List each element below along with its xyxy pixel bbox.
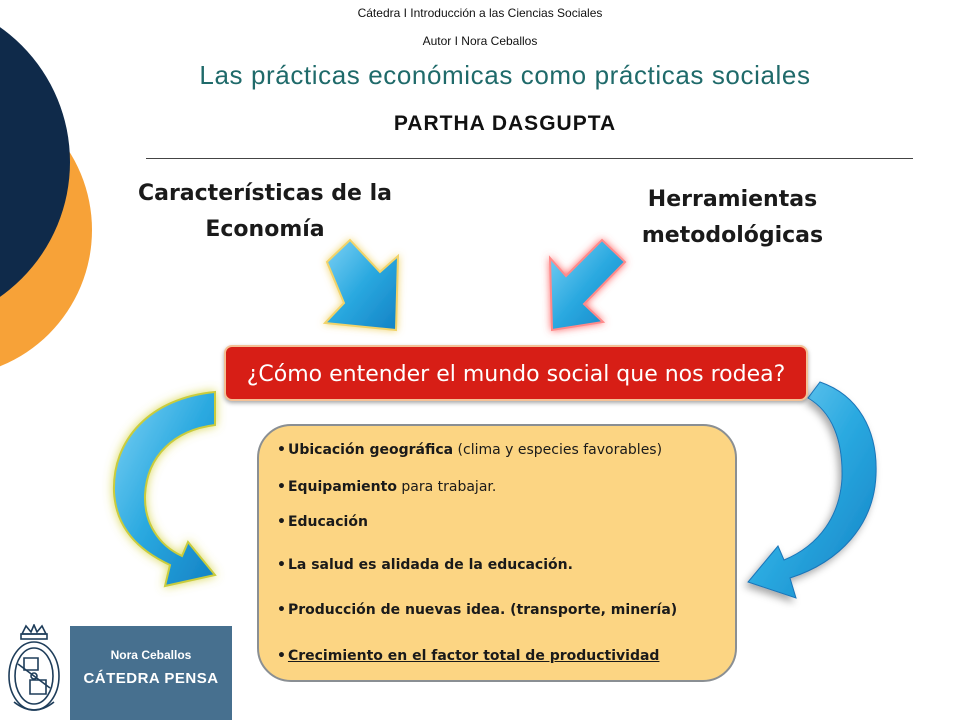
slide-title: Las prácticas económicas como prácticas sociales bbox=[199, 60, 811, 90]
list-item-bold: Educación bbox=[287, 514, 368, 530]
list-item bbox=[277, 479, 496, 495]
curved-arrow-right-icon bbox=[748, 382, 876, 598]
down-arrow-left-icon bbox=[325, 240, 398, 330]
badge-catedra: CÁTEDRA PENSA bbox=[83, 670, 219, 687]
bullet-icon: • bbox=[277, 648, 286, 664]
label-left-line2: Economía bbox=[205, 217, 325, 242]
slide-subtitle: PARTHA DASGUPTA bbox=[393, 112, 617, 135]
list-item-rest: para trabajar. bbox=[396, 479, 497, 495]
list-item bbox=[277, 442, 662, 458]
bullet-icon: • bbox=[277, 602, 286, 618]
list-item-rest: (clima y especies favorables) bbox=[453, 442, 663, 458]
list-item-bold: Crecimiento en el factor total de productividad bbox=[287, 648, 660, 664]
author-header: Autor I Nora Ceballos bbox=[422, 34, 538, 48]
author-badge bbox=[70, 626, 232, 720]
course-header: Cátedra I Introducción a las Ciencias Sociales bbox=[357, 6, 603, 20]
list-item bbox=[277, 648, 659, 664]
list-item bbox=[277, 557, 573, 573]
university-seal-icon bbox=[4, 624, 64, 720]
label-right-line1: Herramientas bbox=[647, 187, 818, 212]
list-item-bold: Producción de nuevas idea. (transporte, minería) bbox=[287, 602, 678, 618]
economy-characteristics-label bbox=[130, 176, 400, 248]
list-item bbox=[277, 514, 368, 530]
list-item-bold: Ubicación geográfica bbox=[287, 442, 454, 458]
bullet-icon: • bbox=[277, 514, 286, 530]
bullet-icon: • bbox=[277, 557, 286, 573]
bullet-icon: • bbox=[277, 442, 286, 458]
bullet-icon: • bbox=[277, 479, 286, 495]
curved-arrow-left-icon bbox=[114, 392, 215, 586]
central-question-box: ¿Cómo entender el mundo social que nos rodea? bbox=[224, 345, 808, 401]
divider-line bbox=[146, 158, 913, 159]
list-item-bold: La salud es alidada de la educación. bbox=[287, 557, 573, 573]
list-item-bold: Equipamiento bbox=[287, 479, 397, 495]
label-left-line1: Características de la bbox=[137, 181, 393, 206]
badge-author-name: Nora Ceballos bbox=[110, 648, 192, 662]
list-item bbox=[277, 602, 677, 618]
factors-list-box bbox=[257, 424, 737, 682]
methodological-tools-label bbox=[600, 182, 865, 254]
label-right-line2: metodológicas bbox=[641, 223, 824, 248]
